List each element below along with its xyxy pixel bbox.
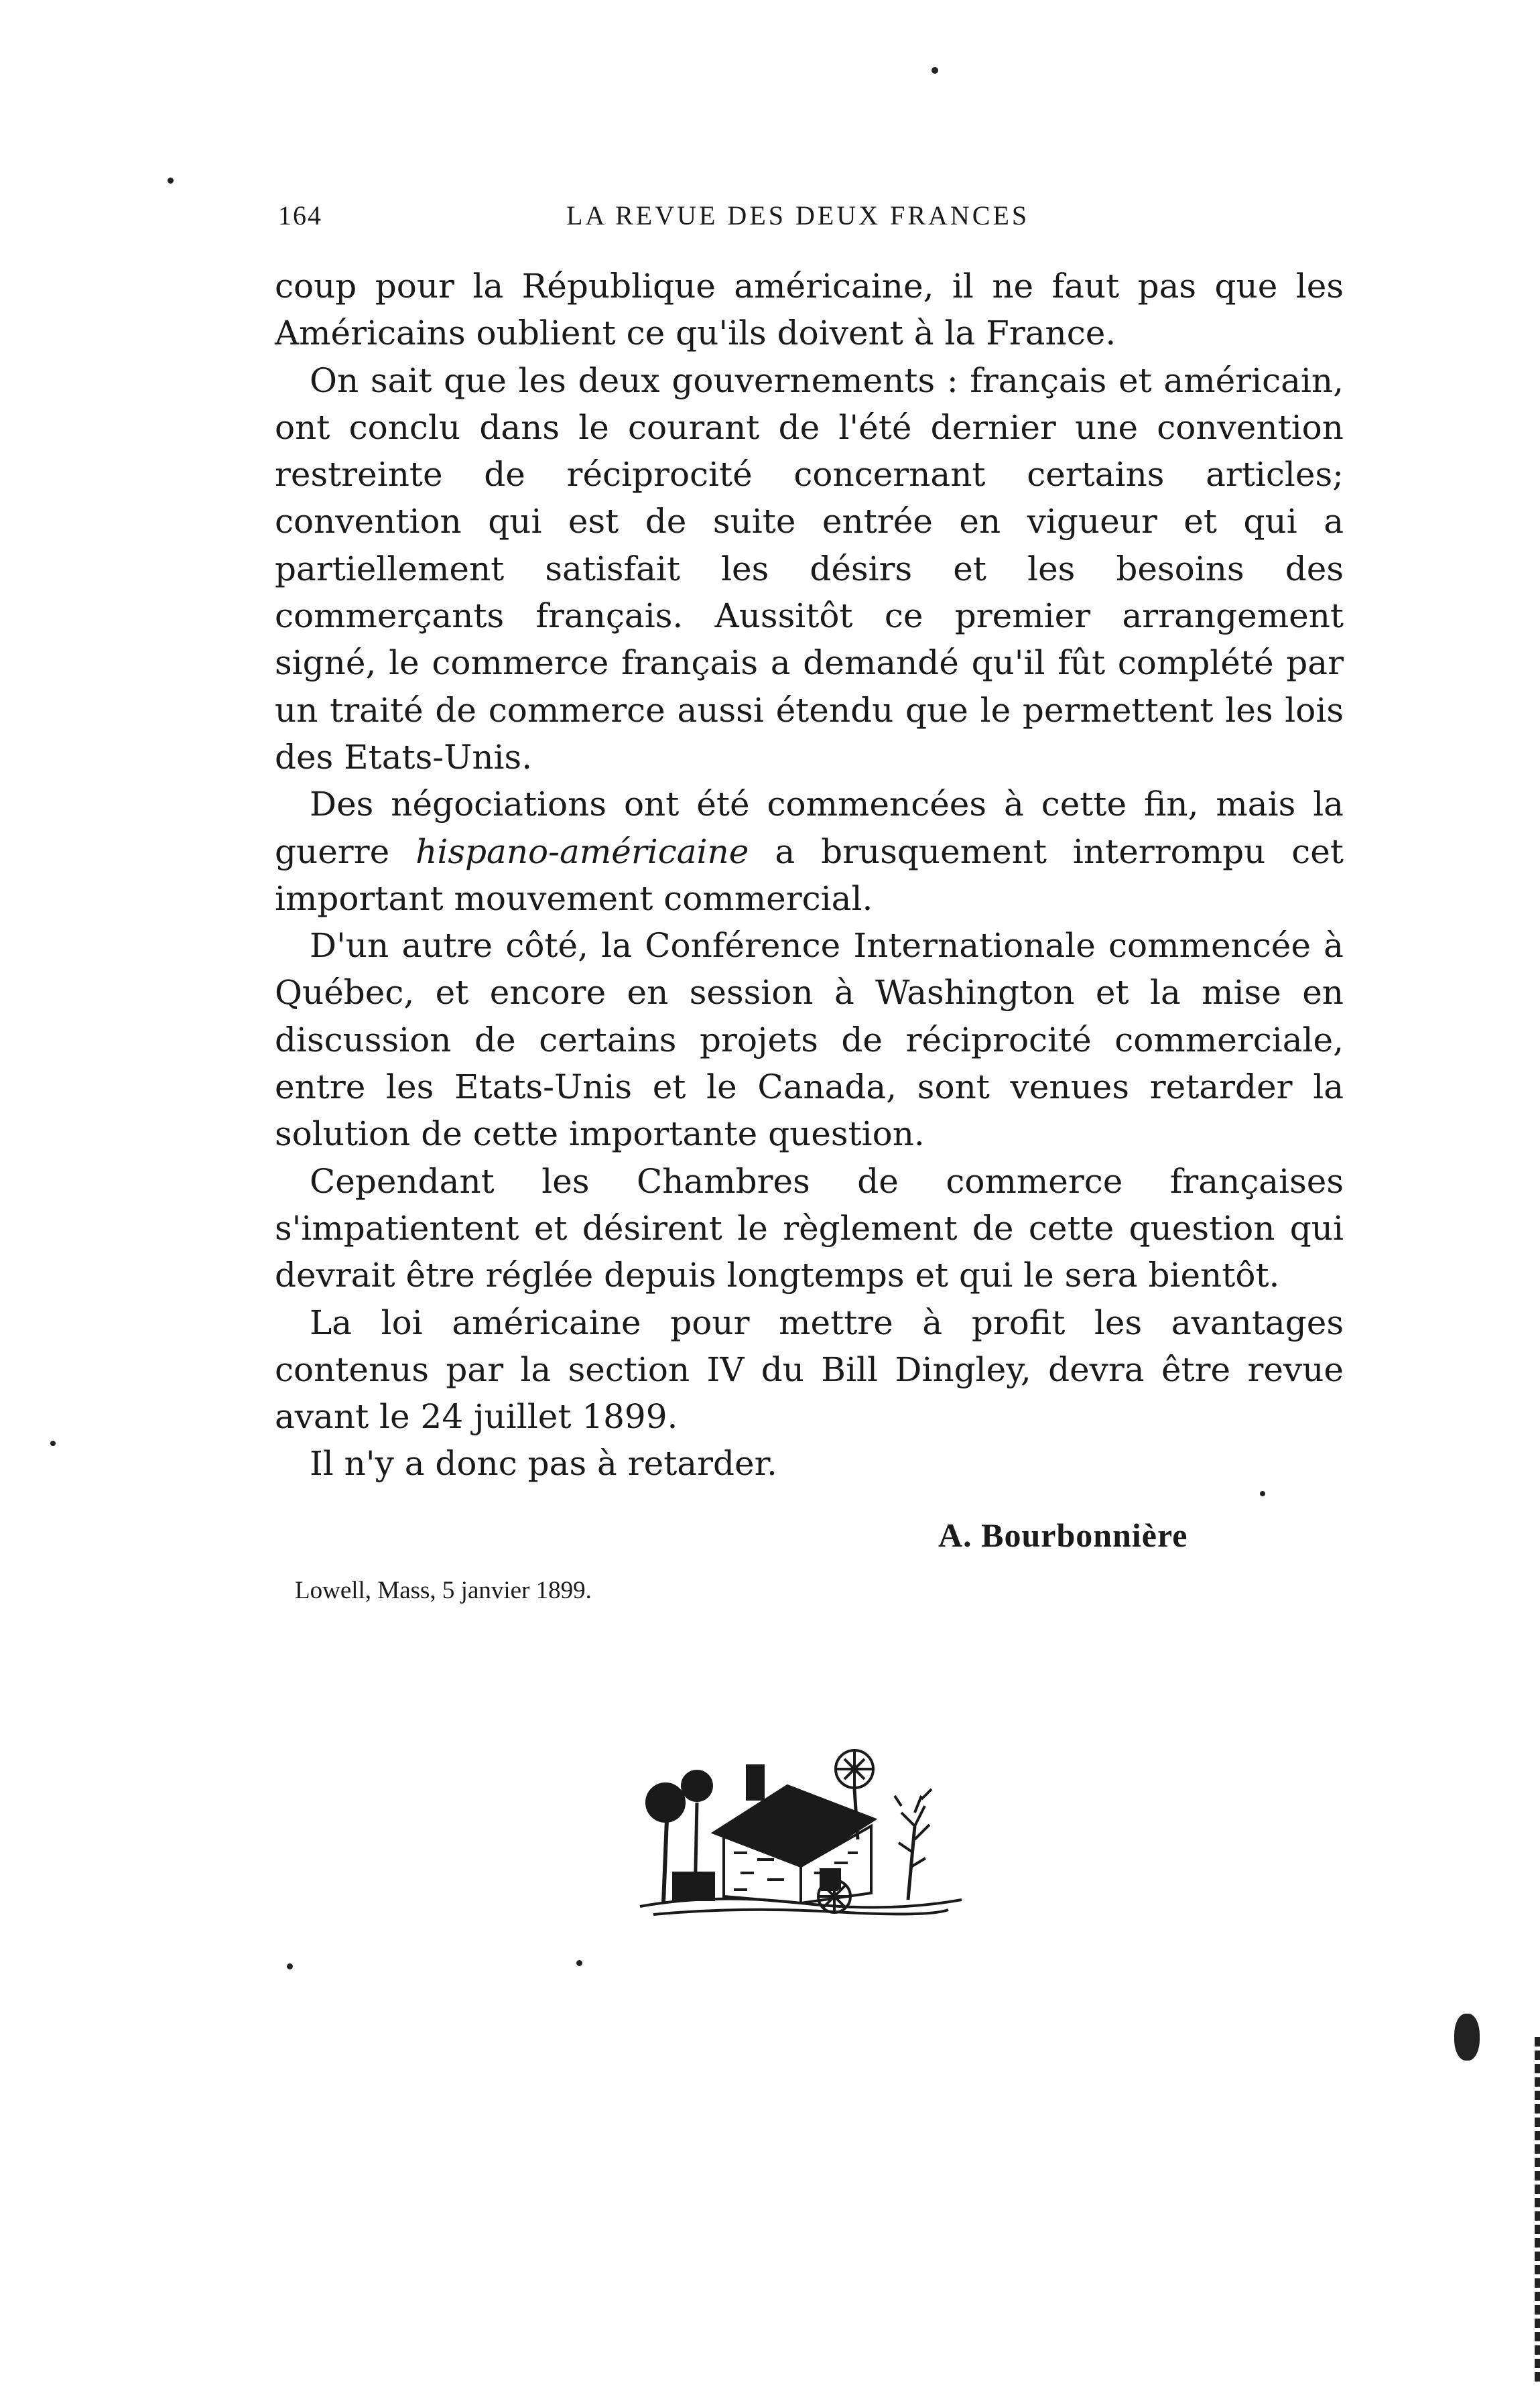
italic-term: hispano-américaine [415,832,749,871]
paragraph-1: coup pour la République américaine, il ne faut pas que les Américains oublient ce qu'ils doivent à la France. [275,267,1344,353]
paragraph-3-end: a brusquement interrompu cet important mouvement commercial. [275,832,1344,918]
paragraph-6: La loi américaine pour mettre à profit les avantages contenus par la section IV du Bill Dingley, devra être revue avant le 24 juillet 1899. [275,1303,1344,1437]
speck [576,1960,582,1966]
page-edge-mark [1535,2037,1540,2386]
page-header [278,200,1042,233]
article-body [275,263,1344,1488]
paragraph-3 [275,781,1344,922]
dateline: Lowell, Mass, 5 janvier 1899. [295,1577,592,1604]
speck [168,178,174,184]
speck [1260,1491,1265,1496]
paragraph-4: D'un autre côté, la Conférence Internationale commencée à Québec, et encore en session à Washington et la mise en discussion de certains projets de réciprocité commerciale, entre les Etats-Unis et le Canada, sont venues retarder la solution de cette importante question. [275,926,1344,1154]
paragraph-2: On sait que les deux gouvernements : français et américain, ont conclu dans le courant de l'été dernier une convention restreinte de réciprocité concernant certains articles; convention qui est de suite entrée en vigueur et qui a partiellement satisfait les désirs et les besoins des commerçants français. Aussitôt ce premier arrangement signé, le commerce français a demandé qu'il fût complété par un traité de commerce aussi étendu que le permettent les lois des Etats-Unis. [275,361,1344,777]
running-title: LA REVUE DES DEUX FRANCES [566,200,1030,231]
cottage-vignette-icon [633,1739,968,1920]
paragraph-5: Cependant les Chambres de commerce françaises s'impatientent et désirent le règlement de cette question qui devrait être réglée depuis longtemps et qui le sera bientôt. [275,1161,1344,1295]
page-number: 164 [278,200,322,231]
author-signature: A. Bourbonnière [938,1516,1188,1554]
paragraph-7: Il n'y a donc pas à retarder. [310,1444,777,1484]
paragraph-3-start: Des négociations ont été commencées à cette fin, mais la guerre [275,785,1344,871]
speck [50,1441,56,1446]
speck [287,1963,293,1969]
speck [1454,2014,1480,2061]
speck [932,67,938,74]
